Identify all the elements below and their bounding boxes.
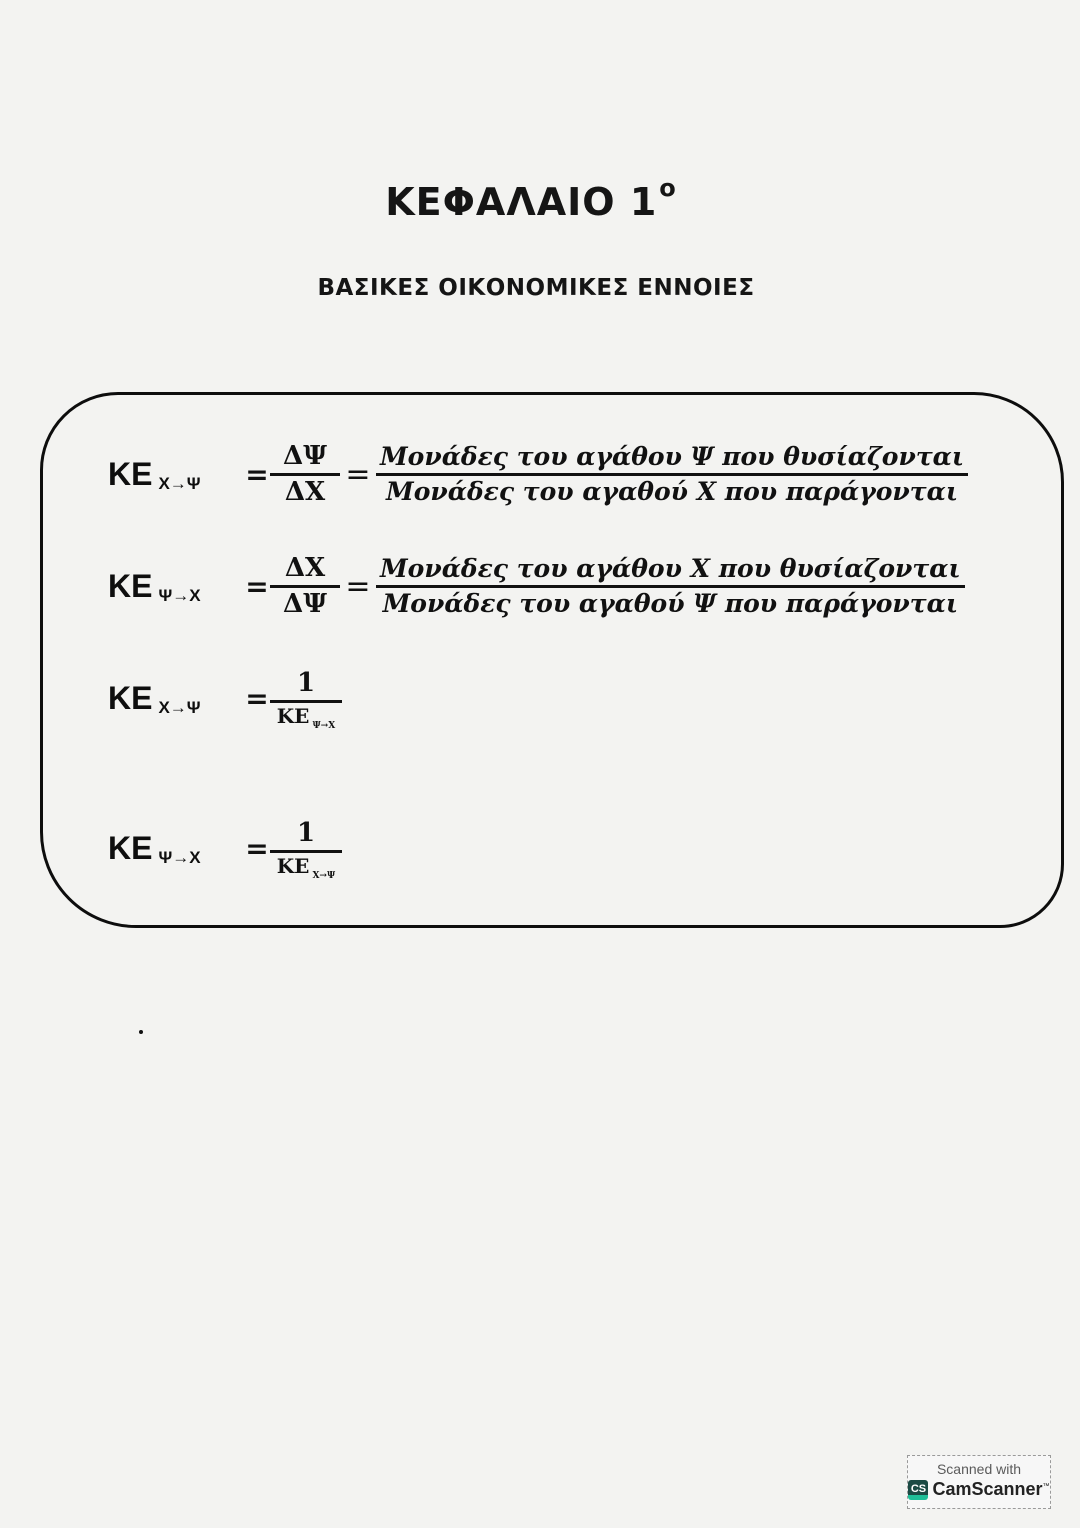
trademark-symbol: ™ bbox=[1042, 1483, 1050, 1490]
formula-reciprocal-y-to-x bbox=[108, 818, 342, 882]
fraction-numerator: ΔΧ bbox=[284, 553, 326, 583]
delta-fraction bbox=[270, 555, 340, 619]
word-numerator: Μονάδες του αγάθου Ψ που θυσίαζονται bbox=[380, 442, 964, 472]
denominator-subscript: Ψ→Χ bbox=[312, 721, 336, 732]
denominator-symbol: ΚΕ bbox=[276, 854, 310, 879]
fraction-denominator bbox=[273, 854, 339, 882]
fraction-bar bbox=[270, 473, 340, 476]
reciprocal-fraction bbox=[270, 668, 342, 732]
formula-lhs bbox=[108, 680, 244, 717]
lhs-subscript: Χ→Ψ bbox=[158, 474, 201, 494]
equals-sign: = bbox=[345, 569, 371, 605]
fraction-bar bbox=[376, 585, 965, 588]
lhs-symbol: ΚΕ bbox=[108, 568, 153, 605]
chapter-title bbox=[0, 174, 1062, 224]
camscanner-logo-icon: CS bbox=[908, 1480, 928, 1500]
word-fraction bbox=[376, 444, 968, 506]
reciprocal-fraction bbox=[270, 818, 342, 882]
formula-lhs bbox=[108, 830, 244, 867]
formula-opportunity-cost-y-to-x bbox=[108, 555, 965, 619]
chapter-title-superscript: ο bbox=[659, 174, 677, 202]
equals-sign: = bbox=[245, 570, 269, 604]
chapter-subtitle: ΒΑΣΙΚΕΣ ΟΙΚΟΝΟΜΙΚΕΣ ΕΝΝΟΙΕΣ bbox=[317, 275, 755, 301]
delta-fraction bbox=[270, 443, 340, 507]
lhs-symbol: ΚΕ bbox=[108, 680, 153, 717]
fraction-denominator bbox=[273, 704, 339, 732]
fraction-denominator: ΔΨ bbox=[283, 589, 327, 620]
chapter-title-text: ΚΕΦΑΛΑΙΟ 1 bbox=[385, 180, 658, 224]
formula-opportunity-cost-x-to-y bbox=[108, 443, 968, 507]
lhs-symbol: ΚΕ bbox=[108, 456, 153, 493]
denominator-symbol: ΚΕ bbox=[276, 704, 310, 729]
watermark-caption: Scanned with bbox=[936, 1461, 1022, 1477]
word-denominator: Μονάδες του αγαθού Χ που παράγονται bbox=[386, 477, 958, 507]
fraction-bar bbox=[270, 850, 342, 853]
lhs-subscript: Ψ→Χ bbox=[158, 586, 201, 606]
camscanner-watermark bbox=[907, 1455, 1051, 1509]
formula-lhs bbox=[108, 456, 244, 493]
word-numerator: Μονάδες του αγάθου Χ που θυσίαζονται bbox=[380, 554, 961, 584]
fraction-bar bbox=[270, 700, 342, 703]
fraction-denominator: ΔΧ bbox=[284, 477, 326, 508]
word-fraction bbox=[376, 556, 965, 618]
fraction-numerator: 1 bbox=[296, 818, 316, 848]
fraction-bar bbox=[270, 585, 340, 588]
equals-sign: = bbox=[345, 457, 371, 493]
watermark-brand bbox=[932, 1479, 1049, 1500]
fraction-numerator: 1 bbox=[296, 668, 316, 698]
lhs-subscript: Χ→Ψ bbox=[158, 698, 201, 718]
equals-sign: = bbox=[245, 832, 269, 866]
equals-sign: = bbox=[245, 458, 269, 492]
stray-dot bbox=[139, 1030, 143, 1034]
formula-lhs bbox=[108, 568, 244, 605]
lhs-subscript: Ψ→Χ bbox=[158, 848, 201, 868]
word-denominator: Μονάδες του αγαθού Ψ που παράγονται bbox=[382, 589, 958, 619]
fraction-numerator: ΔΨ bbox=[283, 441, 327, 471]
formula-reciprocal-x-to-y bbox=[108, 668, 342, 732]
fraction-bar bbox=[376, 473, 968, 476]
equals-sign: = bbox=[245, 682, 269, 716]
lhs-symbol: ΚΕ bbox=[108, 830, 153, 867]
watermark-brand-row bbox=[908, 1479, 1050, 1500]
denominator-subscript: Χ→Ψ bbox=[312, 871, 336, 882]
brand-name: CamScanner bbox=[932, 1479, 1043, 1499]
